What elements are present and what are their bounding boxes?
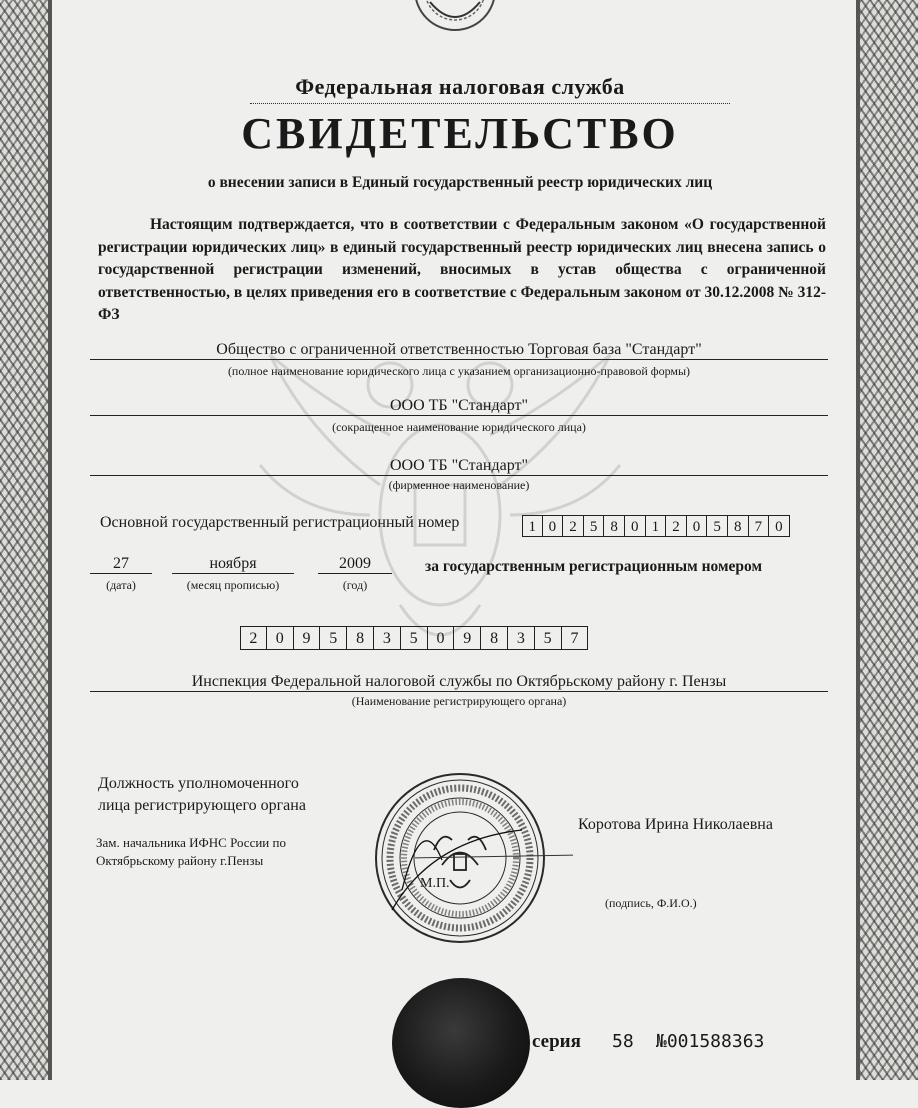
- ogrn-digit: 2: [666, 515, 687, 537]
- ogrn-digit: 5: [707, 515, 728, 537]
- full-name-value: Общество с ограниченной ответственностью Торговая база "Стандарт": [216, 341, 702, 358]
- short-name-field: [90, 397, 828, 416]
- series-number: 58: [612, 1031, 634, 1052]
- ogrn-digit: 8: [728, 515, 749, 537]
- grn-digit: 7: [562, 626, 589, 650]
- position-label-line-2: лица регистрирующего органа: [98, 797, 306, 814]
- official-seal-icon: [372, 770, 548, 946]
- authority-field: [90, 673, 828, 692]
- decorative-border-left: [0, 0, 52, 1080]
- brand-name-field: [90, 457, 828, 476]
- date-day-caption: (дата): [106, 578, 136, 592]
- date-month: ноября: [172, 555, 294, 574]
- ogrn-digit: 1: [522, 515, 543, 537]
- grn-digit: 0: [428, 626, 455, 650]
- date-year: 2009: [318, 555, 392, 574]
- grn-digit: 8: [347, 626, 374, 650]
- grn-digit: 3: [508, 626, 535, 650]
- grn-digit: 2: [240, 626, 267, 650]
- ogrn-label: Основной государственный регистрационный номер: [100, 514, 460, 531]
- full-name-field: [90, 341, 828, 360]
- serial-number: №001588363: [656, 1031, 765, 1052]
- grn-digit: 8: [481, 626, 508, 650]
- grn-digit: 5: [401, 626, 428, 650]
- document-title: СВИДЕТЕЛЬСТВО: [241, 109, 679, 158]
- grn-digit: 5: [320, 626, 347, 650]
- ogrn-digit: 0: [769, 515, 790, 537]
- certificate-text: Настоящим подтверждается, что в соответствии с Федеральным законом «О государственной регистрации юридических лиц» в единый государственный реестр юридических лиц внесена запись о государственной регистрации изменений, вносимых в устав общества с ограниченной ответственностью, в целях приведения его в соответствие с Федеральным законом от 30.12.2008 № 312-ФЗ: [98, 216, 826, 323]
- date-day: 27: [90, 555, 152, 574]
- signatory-name: Коротова Ирина Николаевна: [578, 816, 773, 833]
- date-month-caption: (месяц прописью): [186, 578, 280, 592]
- agency-name: Федеральная налоговая служба: [295, 74, 625, 99]
- grn-digit: 0: [267, 626, 294, 650]
- ogrn-digit: 1: [646, 515, 667, 537]
- signature-caption: (подпись, Ф.И.О.): [605, 896, 697, 910]
- date-year-caption: (год): [342, 578, 368, 592]
- position-label-line-1: Должность уполномоченного: [98, 775, 299, 792]
- document-subtitle: о внесении записи в Единый государственный реестр юридических лиц: [207, 174, 713, 191]
- ogrn-digit: 5: [584, 515, 605, 537]
- brand-name-value: ООО ТБ "Стандарт": [389, 457, 529, 474]
- ogrn-number: [522, 515, 790, 537]
- position-value-line-2: Октябрьскому району г.Пензы: [96, 853, 264, 868]
- ogrn-digit: 8: [604, 515, 625, 537]
- agency-underline: [250, 103, 730, 104]
- stamp-place-mark: М.П.: [420, 876, 450, 891]
- short-name-value: ООО ТБ "Стандарт": [389, 397, 529, 414]
- ogrn-digit: 7: [749, 515, 770, 537]
- ogrn-digit: 0: [687, 515, 708, 537]
- full-name-caption: (полное наименование юридического лица с указанием организационно-правовой формы): [227, 364, 691, 378]
- ogrn-digit: 0: [543, 515, 564, 537]
- short-name-caption: (сокращенное наименование юридического лица): [332, 420, 586, 434]
- grn-digit: 9: [294, 626, 321, 650]
- grn-digit: 9: [454, 626, 481, 650]
- decorative-border-right: [856, 0, 918, 1080]
- grn-label: за государственным регистрационным номером: [425, 558, 763, 575]
- brand-name-caption: (фирменное наименование): [388, 478, 530, 492]
- ogrn-digit: 2: [563, 515, 584, 537]
- hologram-sticker-icon: [392, 978, 530, 1108]
- grn-number: [240, 626, 588, 650]
- grn-digit: 3: [374, 626, 401, 650]
- grn-digit: 5: [535, 626, 562, 650]
- emblem-icon: [400, 0, 510, 32]
- position-value-line-1: Зам. начальника ИФНС России по: [96, 835, 286, 850]
- authority-caption: (Наименование регистрирующего органа): [351, 694, 567, 708]
- series-label: серия: [532, 1031, 581, 1052]
- position-label: [98, 773, 306, 817]
- ogrn-digit: 0: [625, 515, 646, 537]
- position-value: [96, 834, 286, 870]
- authority-value: Инспекция Федеральной налоговой службы по Октябрьскому району г. Пензы: [191, 673, 727, 690]
